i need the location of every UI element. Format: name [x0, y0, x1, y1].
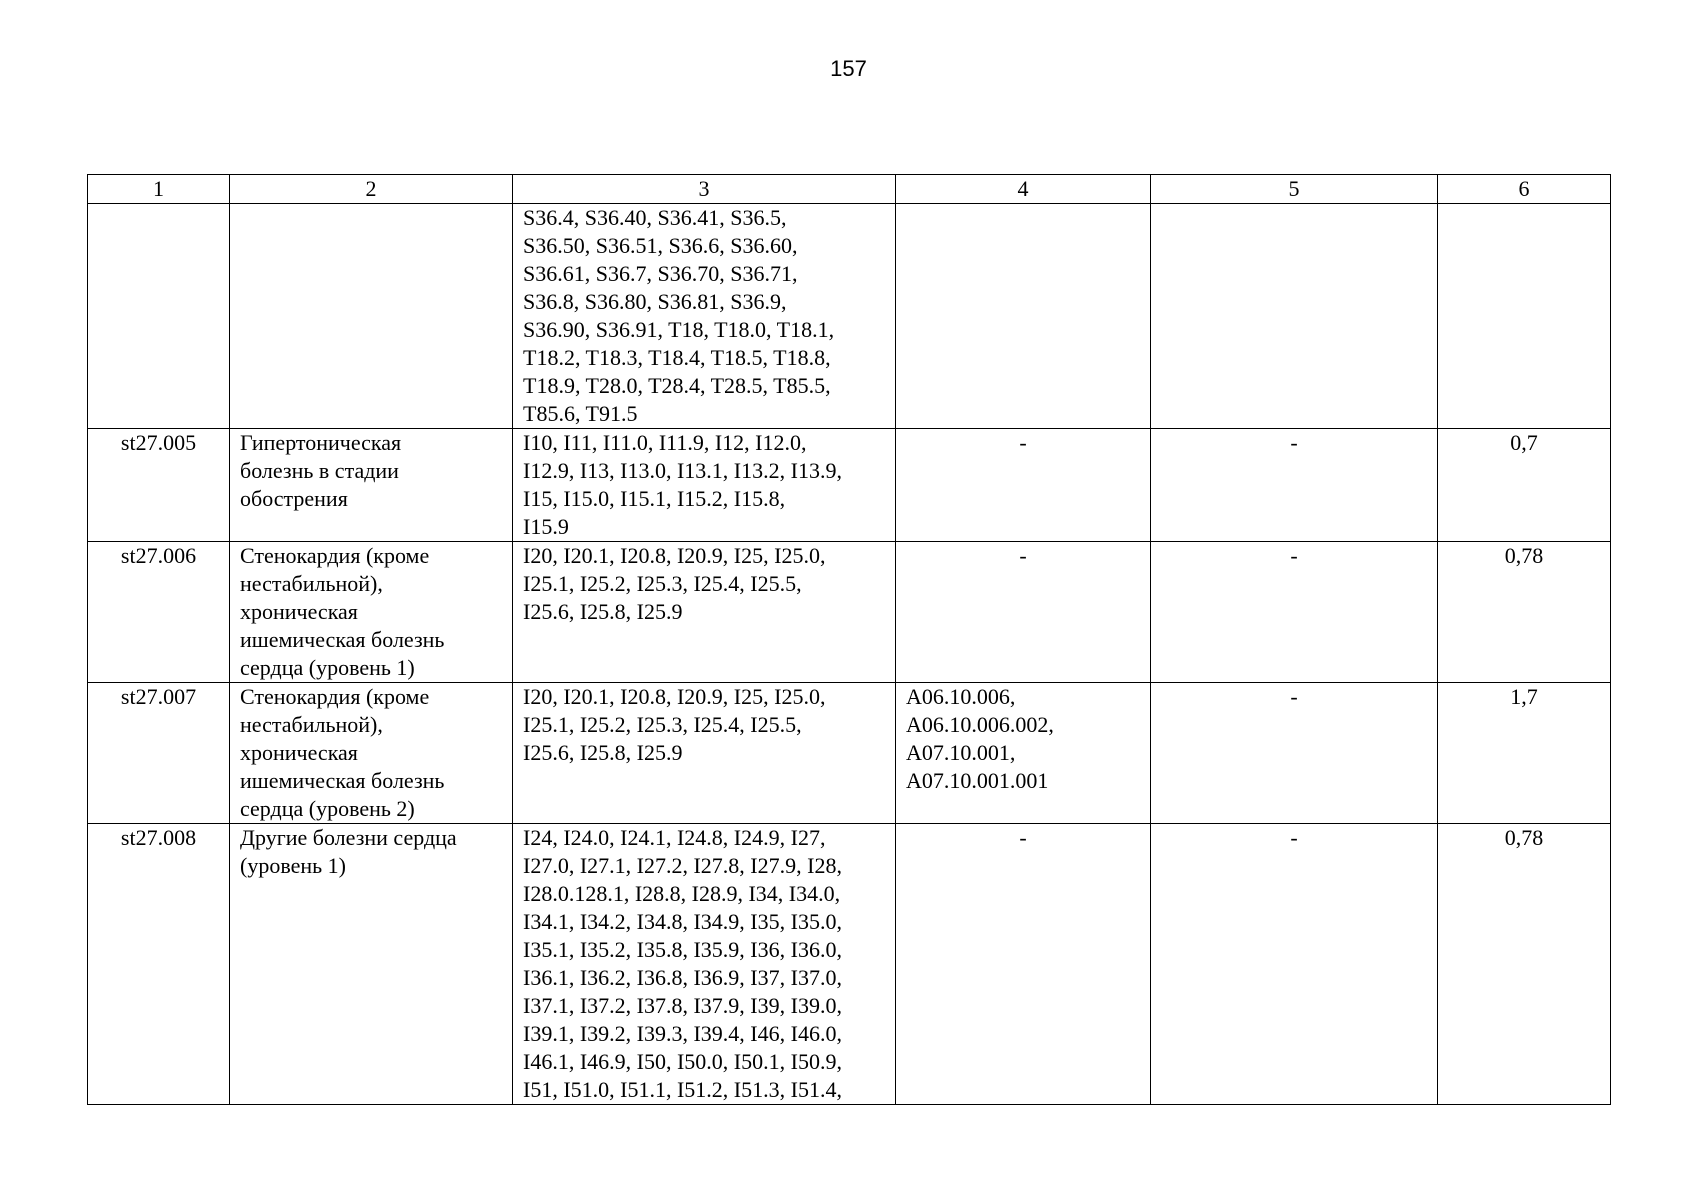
name-cell	[230, 204, 513, 429]
code-line: S36.8, S36.80, S36.81, S36.9,	[523, 289, 787, 314]
name-line: (уровень 1)	[240, 853, 346, 878]
code-line: I25.6, I25.8, I25.9	[523, 599, 683, 624]
col5-cell	[1151, 204, 1438, 429]
name-line: Гипертоническая	[240, 430, 402, 455]
code-line: I28.0.128.1, I28.8, I28.9, I34, I34.0,	[523, 881, 841, 906]
name-line: обострения	[240, 486, 348, 511]
diagnosis-codes-cell	[513, 204, 896, 429]
name-line: Стенокардия (кроме	[240, 684, 430, 709]
code-line: I25.1, I25.2, I25.3, I25.4, I25.5,	[523, 712, 802, 737]
col5-cell: -	[1151, 824, 1438, 1105]
name-cell	[230, 683, 513, 824]
table-row	[88, 429, 1611, 542]
code-line: S36.50, S36.51, S36.6, S36.60,	[523, 233, 798, 258]
name-line: ишемическая болезнь	[240, 768, 445, 793]
code-line: T85.6, T91.5	[523, 401, 638, 426]
column-header: 5	[1151, 175, 1438, 204]
services-cell	[896, 824, 1151, 1105]
services-cell	[896, 204, 1151, 429]
service-line: A06.10.006.002,	[906, 712, 1054, 737]
table-row	[88, 683, 1611, 824]
coefficient-cell: 0,7	[1438, 429, 1611, 542]
code-line: T18.9, T28.0, T28.4, T28.5, T85.5,	[523, 373, 831, 398]
code-line: I27.0, I27.1, I27.2, I27.8, I27.9, I28,	[523, 853, 842, 878]
code-line: S36.61, S36.7, S36.70, S36.71,	[523, 261, 798, 286]
column-header: 2	[230, 175, 513, 204]
name-cell	[230, 824, 513, 1105]
code-line: T18.2, T18.3, T18.4, T18.5, T18.8,	[523, 345, 831, 370]
code-line: I20, I20.1, I20.8, I20.9, I25, I25.0,	[523, 543, 826, 568]
code-line: I25.1, I25.2, I25.3, I25.4, I25.5,	[523, 571, 802, 596]
service-line: A06.10.006,	[906, 684, 1016, 709]
coefficient-cell: 0,78	[1438, 542, 1611, 683]
name-line: болезнь в стадии	[240, 458, 399, 483]
code-cell: st27.006	[88, 542, 230, 683]
name-cell	[230, 542, 513, 683]
tariff-table	[87, 174, 1611, 1105]
service-line: -	[1019, 430, 1027, 455]
code-line: I15, I15.0, I15.1, I15.2, I15.8,	[523, 486, 786, 511]
name-line: Стенокардия (кроме	[240, 543, 430, 568]
code-line: I37.1, I37.2, I37.8, I37.9, I39, I39.0,	[523, 993, 842, 1018]
name-line: Другие болезни сердца	[240, 825, 457, 850]
name-line: хроническая	[240, 740, 358, 765]
name-line: ишемическая болезнь	[240, 627, 445, 652]
table-row	[88, 542, 1611, 683]
services-cell	[896, 542, 1151, 683]
page-number: 157	[830, 56, 867, 81]
code-line: I51, I51.0, I51.1, I51.2, I51.3, I51.4,	[523, 1077, 842, 1102]
name-cell	[230, 429, 513, 542]
name-line: хроническая	[240, 599, 358, 624]
col5-cell: -	[1151, 683, 1438, 824]
table-row	[88, 824, 1611, 1105]
table-body	[88, 204, 1611, 1105]
code-line: I34.1, I34.2, I34.8, I34.9, I35, I35.0,	[523, 909, 842, 934]
service-line: A07.10.001.001	[906, 768, 1049, 793]
code-line: I25.6, I25.8, I25.9	[523, 740, 683, 765]
code-cell	[88, 204, 230, 429]
code-line: I46.1, I46.9, I50, I50.0, I50.1, I50.9,	[523, 1049, 842, 1074]
service-line: A07.10.001,	[906, 740, 1016, 765]
column-header: 3	[513, 175, 896, 204]
code-line: I12.9, I13, I13.0, I13.1, I13.2, I13.9,	[523, 458, 842, 483]
column-header: 6	[1438, 175, 1611, 204]
code-line: I36.1, I36.2, I36.8, I36.9, I37, I37.0,	[523, 965, 842, 990]
table-header-row	[88, 175, 1611, 204]
code-line: S36.90, S36.91, T18, T18.0, T18.1,	[523, 317, 835, 342]
services-cell	[896, 683, 1151, 824]
col5-cell: -	[1151, 429, 1438, 542]
coefficient-cell	[1438, 204, 1611, 429]
column-header: 4	[896, 175, 1151, 204]
diagnosis-codes-cell	[513, 683, 896, 824]
coefficient-cell: 1,7	[1438, 683, 1611, 824]
code-line: I39.1, I39.2, I39.3, I39.4, I46, I46.0,	[523, 1021, 842, 1046]
code-line: S36.4, S36.40, S36.41, S36.5,	[523, 205, 787, 230]
code-cell: st27.005	[88, 429, 230, 542]
name-line: сердца (уровень 2)	[240, 796, 415, 821]
column-header: 1	[88, 175, 230, 204]
name-line: сердца (уровень 1)	[240, 655, 415, 680]
diagnosis-codes-cell	[513, 429, 896, 542]
col5-cell: -	[1151, 542, 1438, 683]
name-line: нестабильной),	[240, 571, 383, 596]
coefficient-cell: 0,78	[1438, 824, 1611, 1105]
service-line: -	[1019, 825, 1027, 850]
service-line: -	[1019, 543, 1027, 568]
code-line: I10, I11, I11.0, I11.9, I12, I12.0,	[523, 430, 807, 455]
code-cell: st27.007	[88, 683, 230, 824]
code-line: I15.9	[523, 514, 569, 539]
diagnosis-codes-cell	[513, 824, 896, 1105]
diagnosis-codes-cell	[513, 542, 896, 683]
code-line: I35.1, I35.2, I35.8, I35.9, I36, I36.0,	[523, 937, 842, 962]
code-line: I24, I24.0, I24.1, I24.8, I24.9, I27,	[523, 825, 826, 850]
name-line: нестабильной),	[240, 712, 383, 737]
services-cell	[896, 429, 1151, 542]
code-line: I20, I20.1, I20.8, I20.9, I25, I25.0,	[523, 684, 826, 709]
code-cell: st27.008	[88, 824, 230, 1105]
table-row	[88, 204, 1611, 429]
